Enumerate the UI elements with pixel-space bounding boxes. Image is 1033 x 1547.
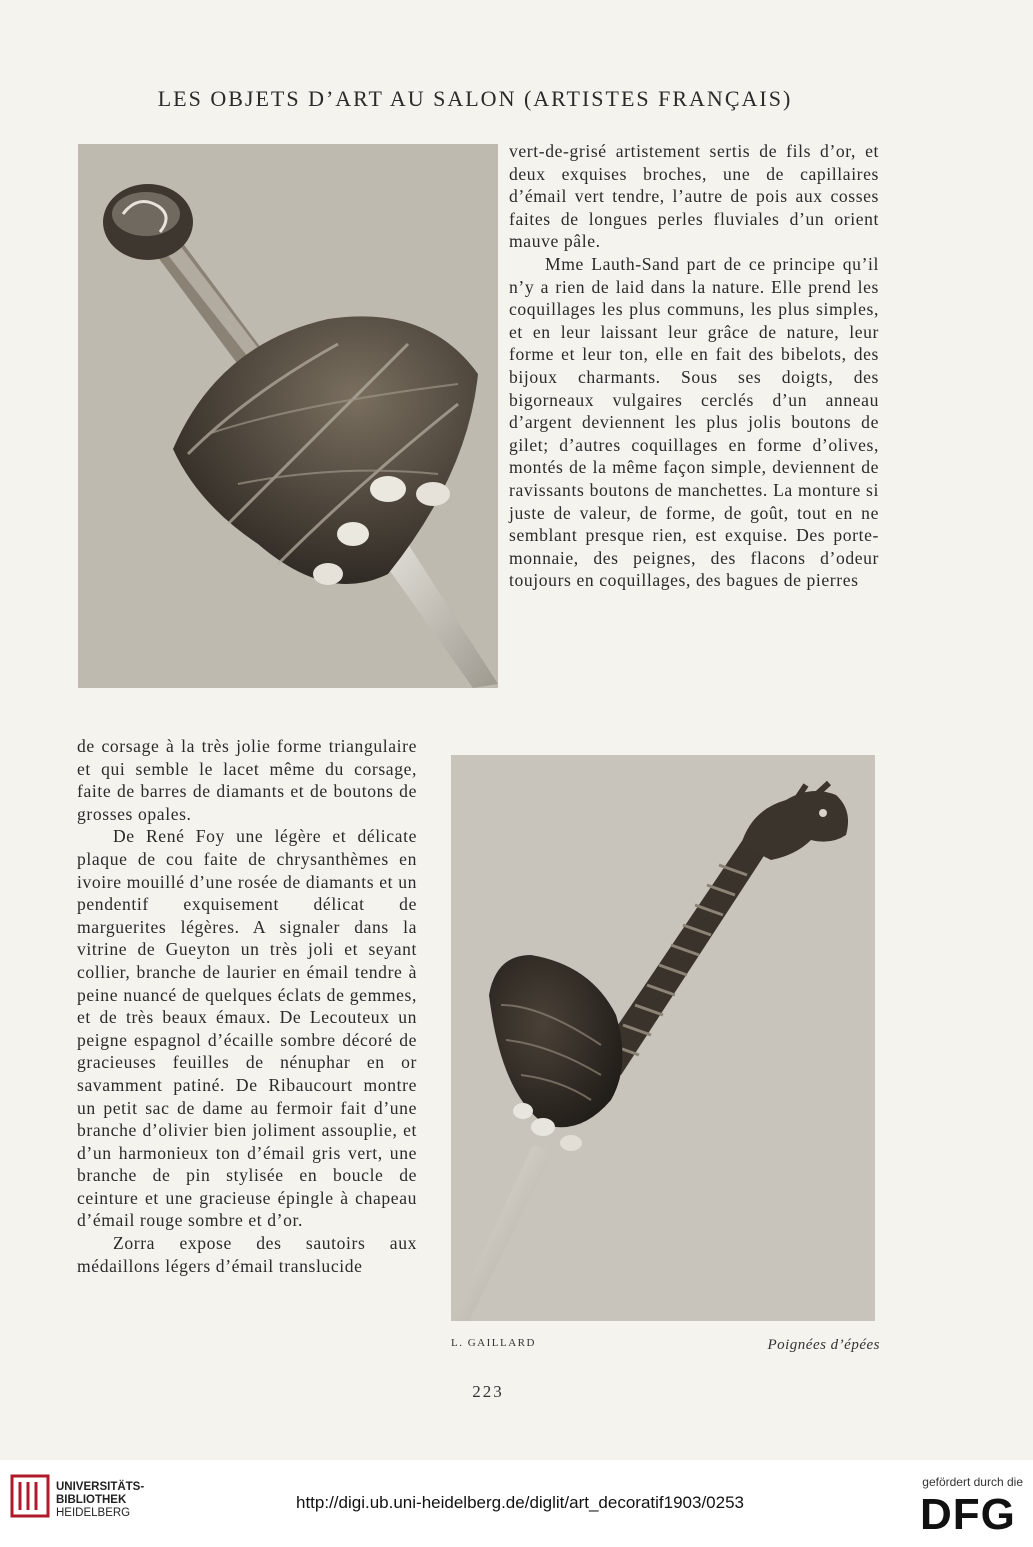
page-number: 223 bbox=[472, 1382, 504, 1401]
running-title: LES OBJETS D’ART AU SALON (ARTISTES FRANÇAIS) bbox=[157, 86, 793, 111]
dfg-logo: DFG bbox=[920, 1490, 1016, 1539]
text-column-left bbox=[77, 735, 417, 1277]
caption-title: Poignées d’épées bbox=[767, 1337, 880, 1353]
source-url-link[interactable]: http://digi.ub.uni-heidelberg.de/diglit/art_decoratif1903/0253 bbox=[296, 1493, 744, 1512]
footer-bar bbox=[0, 1460, 1033, 1547]
paragraph: de corsage à la très jolie forme triangulaire et qui semble le lacet même du corsage, faite de barres de diamants et de boutons de grosses opales. bbox=[77, 736, 417, 824]
paragraph: vert-de-grisé artistement sertis de fils d’or, et deux exquises broches, une de capillaires d’émail vert tendre, l’autre de pois aux cosses faites de longues perles fluviales d’un orient mauve pâle. bbox=[509, 141, 879, 252]
caption-artist: L. GAILLARD bbox=[451, 1337, 536, 1349]
paragraph: De René Foy une légère et délicate plaque de cou faite de chrysanthèmes en ivoire mouillé d’une rosée de diamants et un pendentif exquisement délicat de marguerites légères. A signaler dans la vitrine de Gueyton un très joli et seyant collier, branche de laurier en émail tendre à peine nuancé de quelques éclats de gemmes, et de très beaux émaux. De Lecouteux un peigne espagnol d’écaille sombre décoré de gracieuses feuilles de nénuphar en or savamment patiné. De Ribaucourt montre un petit sac de dame au fermoir fait d’une branche d’olivier bien joliment assouplie, et d’un harmonieux ton d’émail gris vert, une branche de pin stylisée en boucle de ceinture et une gracieuse épingle à chapeau d’émail rouge sombre et d’or. bbox=[77, 826, 417, 1231]
sword-hilt-pierced-guard-icon bbox=[78, 144, 498, 688]
plate-sword-hilt-top bbox=[78, 144, 498, 688]
text-column-right bbox=[509, 140, 879, 592]
paragraph: Mme Lauth-Sand part de ce principe qu’il n’y a rien de laid dans la nature. Elle prend les coquillages les plus communs, les plus simples, et en leur laissant leur grâce de nature, leur forme et leur ton, elle en fait des bibelots, des bijoux charmants. Sous ses doigts, des bigorneaux vulgaires cerclés d’un anneau d’argent deviennent les plus jolis boutons de gilet; d’autres coquillages en forme d’olives, montés de la même façon simple, deviennent de ravissants boutons de manchettes. La monture si juste de valeur, de forme, de goût, tout en ne semblant presque rien, est exquise. Des porte-monnaie, des peignes, des flacons d’odeur toujours en coquillages, des bagues de pierres bbox=[509, 253, 879, 591]
sword-hilt-dragon-pommel-icon bbox=[451, 755, 875, 1321]
funded-by-label: gefördert durch die bbox=[922, 1475, 1023, 1489]
paragraph: Zorra expose des sautoirs aux médaillons légers d’émail translucide bbox=[77, 1233, 417, 1276]
university-library-logo-icon bbox=[10, 1474, 50, 1522]
library-name: UNIVERSITÄTS- BIBLIOTHEK HEIDELBERG bbox=[56, 1481, 145, 1519]
plate-sword-hilt-bottom bbox=[451, 755, 875, 1321]
